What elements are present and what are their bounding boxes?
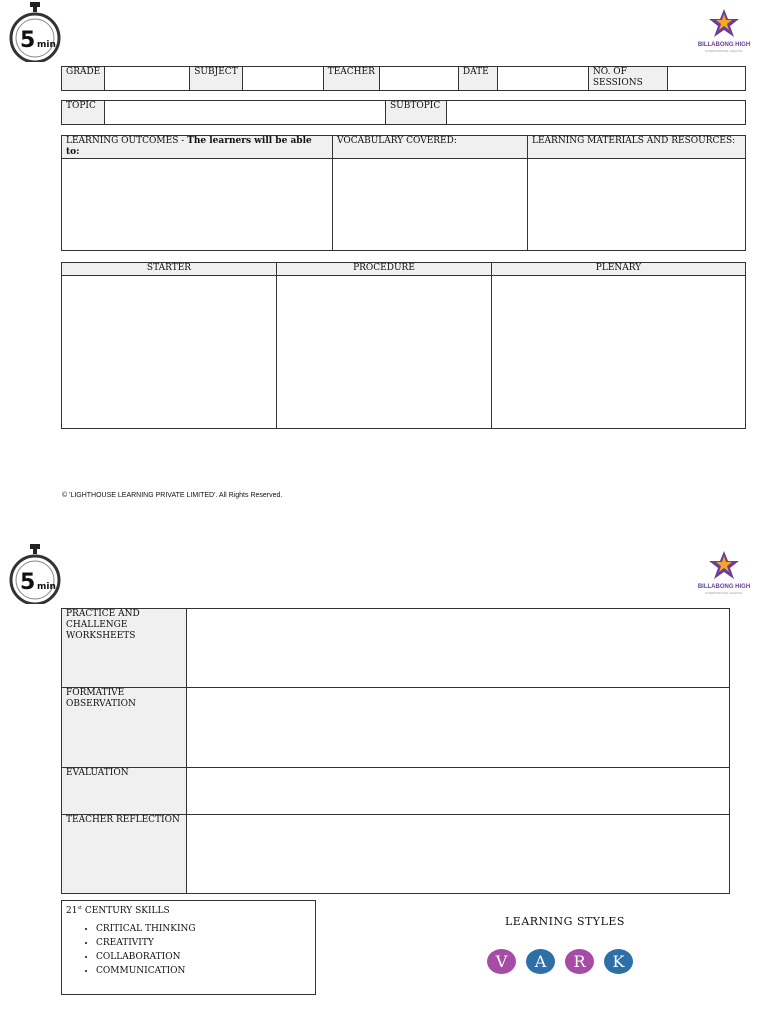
- outcomes-table: [61, 135, 746, 251]
- formative-label: FORMATIVE OBSERVATION: [62, 688, 187, 767]
- starter-header: STARTER: [62, 263, 277, 276]
- date-label: DATE: [458, 67, 497, 91]
- learning-styles-title: LEARNING STYLES: [505, 915, 625, 928]
- teacher-label: TEACHER: [323, 67, 379, 91]
- procedure-field[interactable]: [277, 276, 492, 429]
- plenary-header: PLENARY: [492, 263, 746, 276]
- vark-r-badge: R: [565, 949, 594, 974]
- skill-item: • COLLABORATION: [96, 950, 315, 964]
- formative-field[interactable]: [187, 688, 730, 767]
- topic-table: [61, 100, 746, 125]
- subtopic-label: SUBTOPIC: [386, 101, 447, 125]
- logo-tagline: INTERNATIONAL SCHOOL: [705, 591, 743, 595]
- practice-label: PRACTICE AND CHALLENGE WORKSHEETS: [62, 609, 187, 688]
- logo-name: BILLABONG HIGH: [697, 584, 751, 590]
- learning-outcomes-field[interactable]: [62, 159, 333, 251]
- evaluation-label: EVALUATION: [62, 767, 187, 814]
- logo-name: BILLABONG HIGH: [697, 42, 751, 48]
- timer-number: 5: [20, 28, 36, 53]
- century-skills-title: 21st CENTURY SKILLS: [66, 905, 170, 916]
- sessions-field[interactable]: [667, 67, 745, 91]
- plenary-field[interactable]: [492, 276, 746, 429]
- materials-field[interactable]: [528, 159, 746, 251]
- topic-label: TOPIC: [62, 101, 105, 125]
- lesson-table: [61, 262, 746, 429]
- vocabulary-field[interactable]: [333, 159, 528, 251]
- subtopic-field[interactable]: [447, 101, 746, 125]
- skill-item: • CRITICAL THINKING: [96, 922, 315, 936]
- star-logo-icon: [707, 550, 741, 580]
- evaluation-field[interactable]: [187, 767, 730, 814]
- practice-field[interactable]: [187, 609, 730, 688]
- star-logo-icon: [707, 8, 741, 38]
- timer-unit: min: [37, 40, 56, 50]
- vocabulary-header: VOCABULARY COVERED:: [333, 136, 528, 159]
- vark-badges: [487, 949, 633, 974]
- school-logo-2: [694, 550, 754, 595]
- info-table: [61, 66, 746, 91]
- procedure-header: PROCEDURE: [277, 263, 492, 276]
- copyright-text: © 'LIGHTHOUSE LEARNING PRIVATE LIMITED'. All Rights Reserved.: [62, 492, 283, 499]
- skill-item: • CREATIVITY: [96, 936, 315, 950]
- school-logo: [694, 8, 754, 53]
- grade-label: GRADE: [62, 67, 105, 91]
- subject-label: SUBJECT: [190, 67, 242, 91]
- logo-tagline: INTERNATIONAL SCHOOL: [705, 49, 743, 53]
- materials-header: LEARNING MATERIALS AND RESOURCES:: [528, 136, 746, 159]
- date-field[interactable]: [497, 67, 588, 91]
- timer-icon: [8, 2, 62, 62]
- sessions-label: NO. OF SESSIONS: [588, 67, 667, 91]
- timer-icon-2: [8, 544, 62, 604]
- learning-outcomes-header: LEARNING OUTCOMES - The learners will be able to:: [62, 136, 333, 159]
- skill-item: • COMMUNICATION: [96, 964, 315, 978]
- topic-field[interactable]: [105, 101, 386, 125]
- teacher-field[interactable]: [379, 67, 458, 91]
- vark-a-badge: A: [526, 949, 555, 974]
- skills-list: [62, 922, 315, 978]
- subject-field[interactable]: [242, 67, 323, 91]
- starter-field[interactable]: [62, 276, 277, 429]
- reflection-field[interactable]: [187, 814, 730, 893]
- timer-number: 5: [20, 570, 36, 595]
- vark-k-badge: K: [604, 949, 633, 974]
- reflection-label: TEACHER REFLECTION: [62, 814, 187, 893]
- timer-unit: min: [37, 582, 56, 592]
- century-skills-box: [61, 900, 316, 995]
- vark-v-badge: V: [487, 949, 516, 974]
- grade-field[interactable]: [105, 67, 190, 91]
- assessment-table: [61, 608, 730, 894]
